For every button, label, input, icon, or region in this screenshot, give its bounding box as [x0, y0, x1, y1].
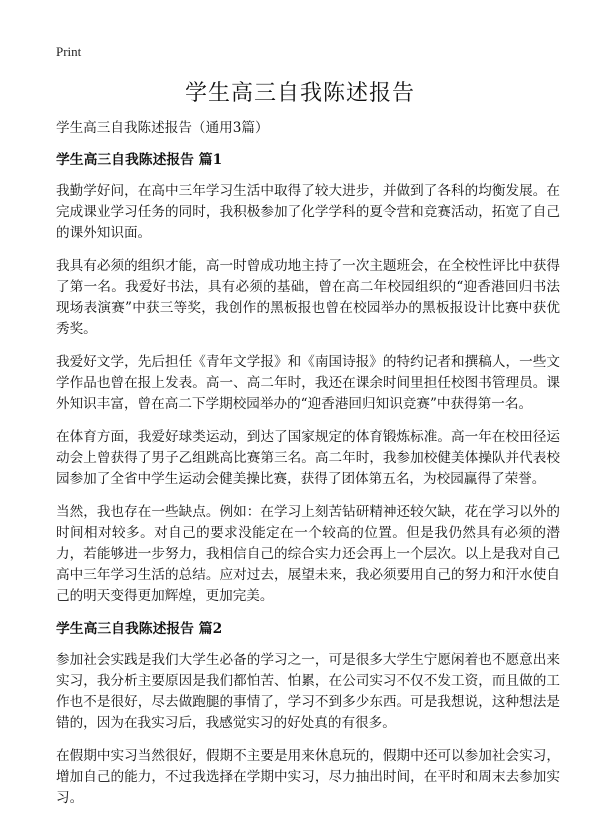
- document-body: [56, 118, 560, 821]
- document-subtitle: 学生高三自我陈述报告（通用3篇）: [56, 120, 269, 136]
- paragraph: 参加社会实践是我们大学生必备的学习之一，可是很多大学生宁愿闲着也不愿意出来实习，我分析主要原因是我们都怕苦、怕累，在公司实习不仅不发工资，而且做的工作也不是很好，尽去做跑腿的事情了，学习不到多少东西。可是我想说，这种想法是错的，因为在我实习后，我感觉实习的好处真的有很多。: [56, 652, 560, 731]
- section-heading-2: 学生高三自我陈述报告 篇2: [56, 621, 223, 637]
- document-title: 学生高三自我陈述报告: [184, 81, 415, 106]
- paragraph: 在体育方面，我爱好球类运动，到达了国家规定的体育锻炼标准。高一年在校田径运动会上曾获得了男子乙组跳高比赛第三名。高二年时，我参加校健美体操队并代表校园参加了全省中学生运动会健美操比赛，获得了团体第五名，为校园赢得了荣誉。: [56, 429, 560, 487]
- paragraph: 我爱好文学，先后担任《青年文学报》和《南国诗报》的特约记者和撰稿人，一些文学作品也曾在报上发表。高一、高二年时，我还在课余时间里担任校图书管理员。课外知识丰富，曾在高二下学期校园举办的“迎香港回归知识竞赛”中获得第一名。: [56, 354, 560, 412]
- paragraph: 在假期中实习当然很好，假期不主要是用来休息玩的，假期中还可以参加社会实习，增加自己的能力，不过我选择在学期中实习，尽力抽出时间，在平时和周末去参加实习。: [56, 748, 560, 806]
- print-link[interactable]: Print: [56, 44, 82, 59]
- paragraph: 我具有必须的组织才能，高一时曾成功地主持了一次主题班会，在全校性评比中获得了第一名。我爱好书法，具有必须的基础，曾在高二年校园组织的“迎香港回归书法现场表演赛”中获三等奖，我创作的黑板报也曾在校园举办的黑板报设计比赛中获优秀奖。: [56, 258, 560, 337]
- paragraph: 我勤学好问，在高中三年学习生活中取得了较大进步，并做到了各科的均衡发展。在完成课业学习任务的同时，我积极参加了化学学科的夏令营和竞赛活动，拓宽了自己的课外知识面。: [56, 183, 560, 241]
- paragraph: 当然，我也存在一些缺点。例如：在学习上刻苦钻研精神还较欠缺，花在学习以外的时间相对较多。对自己的要求没能定在一个较高的位置。但是我仍然具有必须的潜力，若能够进一步努力，我相信自己的综合实力还会再上一个层次。以上是我对自己高中三年学习生活的总结。应对过去，展望未来，我必须要用自己的努力和汗水使自己的明天变得更加辉煌，更加完美。: [56, 504, 560, 604]
- section-heading-1: 学生高三自我陈述报告 篇1: [56, 152, 223, 168]
